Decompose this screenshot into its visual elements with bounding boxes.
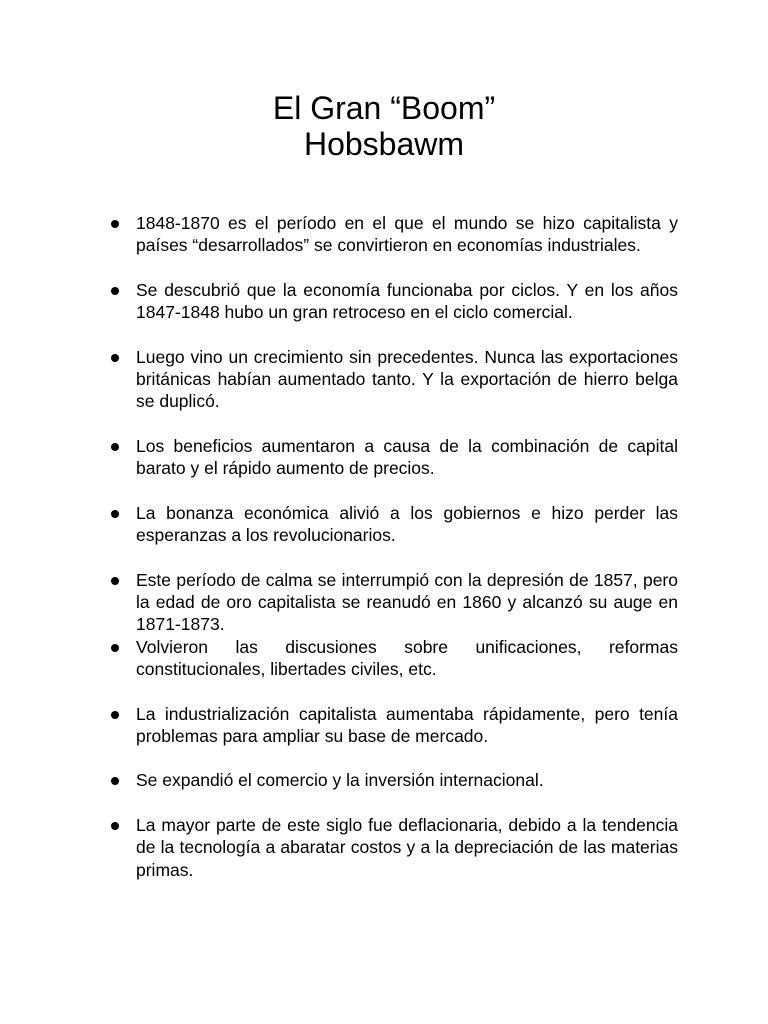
bullet-item: 1848-1870 es el período en el que el mundo se hizo capitalista y países “desarrollados” se convirtieron en economías industriales. [111,212,678,257]
title-line-1: El Gran “Boom” [272,90,496,126]
bullet-item: Se expandió el comercio y la inversión internacional. [111,769,678,791]
bullet-item: Los beneficios aumentaron a causa de la combinación de capital barato y el rápido aumento de precios. [111,435,678,480]
bullet-item: La mayor parte de este siglo fue deflacionaria, debido a la tendencia de la tecnología a abaratar costos y a la depreciación de las materias primas. [111,814,678,881]
bullet-item: Luego vino un crecimiento sin precedentes. Nunca las exportaciones británicas habían aumentado tanto. Y la exportación de hierro belga se duplicó. [111,346,678,413]
bullet-item: Se descubrió que la economía funcionaba por ciclos. Y en los años 1847-1848 hubo un gran retroceso en el ciclo comercial. [111,279,678,324]
bullet-item: La industrialización capitalista aumentaba rápidamente, pero tenía problemas para ampliar su base de mercado. [111,703,678,748]
bullet-item: Este período de calma se interrumpió con la depresión de 1857, pero la edad de oro capitalista se reanudó en 1860 y alcanzó su auge en 1871-1873. [111,569,678,636]
title-line-2: Hobsbawm [303,126,465,162]
page-title [0,90,768,162]
bullet-item: La bonanza económica alivió a los gobiernos e hizo perder las esperanzas a los revolucionarios. [111,502,678,547]
bullet-list [111,212,678,881]
bullet-item: Volvieron las discusiones sobre unificaciones, reformas constitucionales, libertades civiles, etc. [111,636,678,681]
